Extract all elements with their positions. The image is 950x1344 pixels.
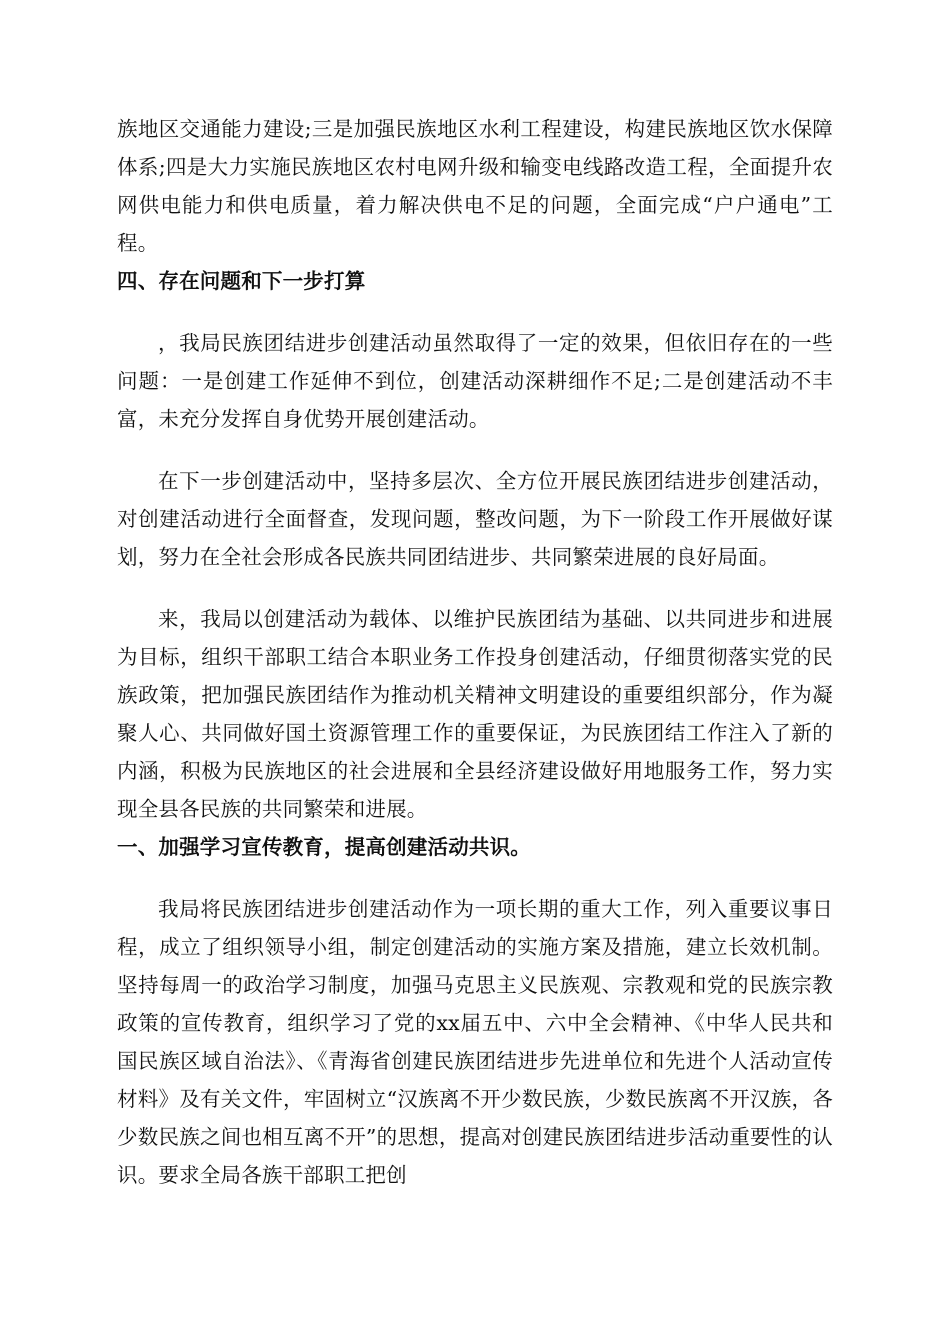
section-heading-study-and-publicity: 一、加强学习宣传教育，提高创建活动共识。 bbox=[117, 835, 531, 859]
paragraph-infrastructure-continued: 族地区交通能力建设;三是加强民族地区水利工程建设，构建民族地区饮水保障体系;四是大力实施民族地区农村电网升级和输变电线路改造工程，全面提升农网供电能力和供电质量，着力解决供电不足的问题，全面完成“户户通电”工程。 bbox=[117, 117, 833, 255]
paragraph-overview: 来，我局以创建活动为载体、以维护民族团结为基础、以共同进步和进展为目标，组织干部职工结合本职业务工作投身创建活动，仔细贯彻落实党的民族政策，把加强民族团结作为推动机关精神文明建设的重要组织部分，作为凝聚人心、共同做好国土资源管理工作的重要保证，为民族团结工作注入了新的内涵，积极为民族地区的社会进展和全县经济建设做好用地服务工作，努力实现全县各民族的共同繁荣和进展。 bbox=[117, 607, 833, 821]
section-heading-problems-and-plans: 四、存在问题和下一步打算 bbox=[117, 269, 366, 293]
paragraph-existing-problems: ，我局民族团结进步创建活动虽然取得了一定的效果，但依旧存在的一些问题：一是创建工作延伸不到位，创建活动深耕细作不足;二是创建活动不丰富，未充分发挥自身优势开展创建活动。 bbox=[117, 331, 833, 431]
paragraph-next-steps: 在下一步创建活动中，坚持多层次、全方位开展民族团结进步创建活动，对创建活动进行全面督查，发现问题，整改问题，为下一阶段工作开展做好谋划，努力在全社会形成各民族共同团结进步、共同繁荣进展的良好局面。 bbox=[117, 469, 833, 569]
document-body bbox=[117, 110, 833, 1194]
paragraph-study-measures: 我局将民族团结进步创建活动作为一项长期的重大工作，列入重要议事日程，成立了组织领导小组，制定创建活动的实施方案及措施，建立长效机制。坚持每周一的政治学习制度，加强马克思主义民族观、宗教观和党的民族宗教政策的宣传教育，组织学习了党的xx届五中、六中全会精神、《中华人民共和国民族区域自治法》、《青海省创建民族团结进步先进单位和先进个人活动宣传材料》及有关文件，牢固树立“汉族离不开少数民族，少数民族离不开汉族，各少数民族之间也相互离不开”的思想，提高对创建民族团结进步活动重要性的认识。要求全局各族干部职工把创 bbox=[117, 897, 833, 1187]
